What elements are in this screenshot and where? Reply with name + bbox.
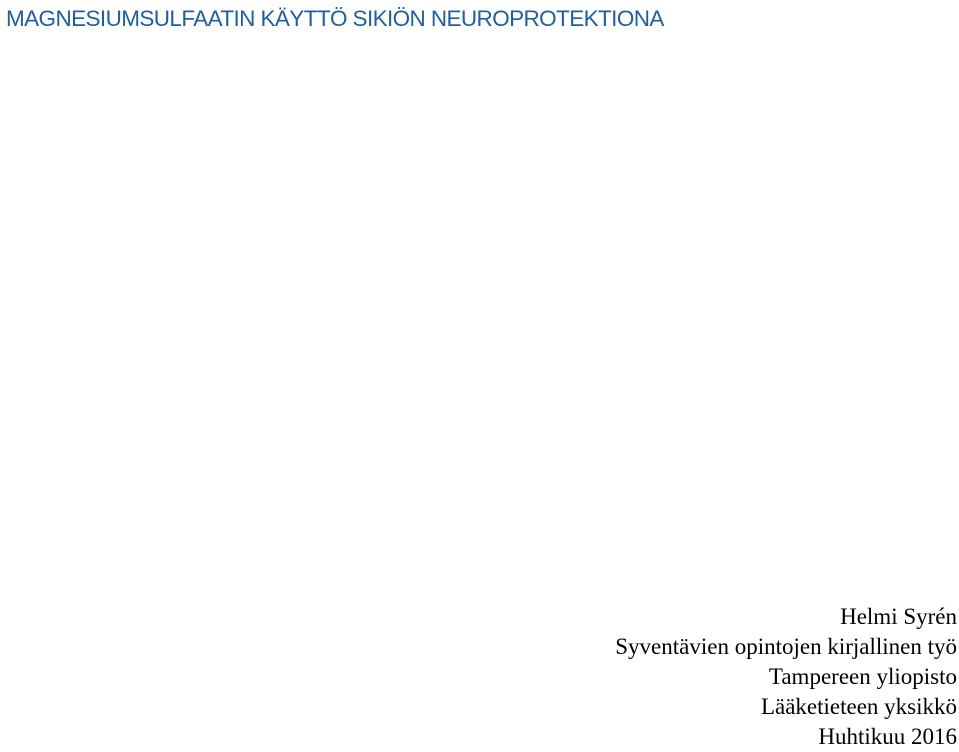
- work-type: Syventävien opintojen kirjallinen työ: [615, 634, 957, 659]
- faculty-name: Lääketieteen yksikkö: [760, 694, 957, 719]
- document-title: MAGNESIUMSULFAATIN KÄYTTÖ SIKIÖN NEUROPROTEKTIONA: [6, 6, 664, 31]
- document-date: Huhtikuu 2016: [818, 724, 957, 749]
- author-name: Helmi Syrén: [840, 604, 957, 629]
- university-name: Tampereen yliopisto: [768, 664, 957, 689]
- title-page-info: [615, 602, 957, 752]
